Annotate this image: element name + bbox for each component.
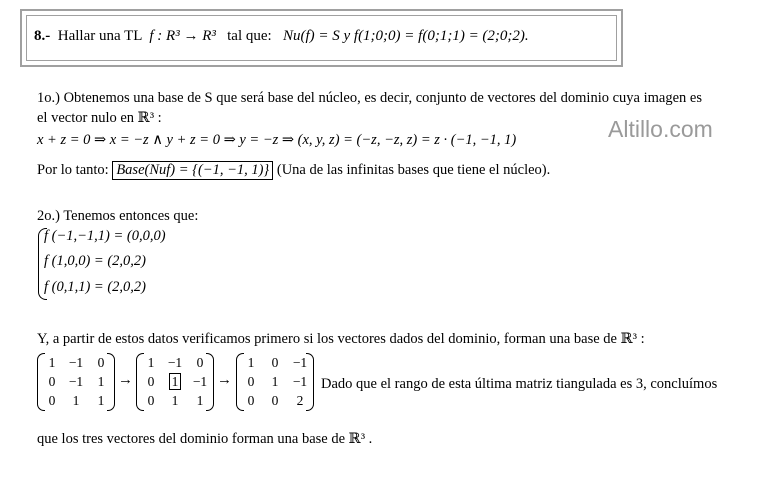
matrix-2-cell-3-3: 1 [196, 393, 204, 408]
matrix-3-cell-3-2: 0 [271, 393, 279, 408]
matrix-2-cell-1-3: 0 [196, 355, 204, 370]
problem-function: f : R³ → R³ [149, 28, 216, 44]
matrix-3-cell-2-3: −1 [292, 374, 308, 389]
step1-conclusion-suffix: (Una de las infinitas bases que tiene el núcleo). [276, 162, 551, 178]
problem-condition: Nu(f) = S y f(1;0;0) = f(0;1;1) = (2;0;2). [282, 28, 529, 44]
matrix-2 [136, 353, 214, 411]
matrix-2-cell-3-1: 0 [147, 393, 155, 408]
matrix-2-cell-2-3: −1 [192, 374, 208, 389]
step1-line1: 1o.) Obtenemos una base de S que será base del núcleo, es decir, conjunto de vectores del dominio cuya imagen es [37, 90, 702, 106]
step3-after-matrix: Dado que el rango de esta última matriz tiangulada es 3, concluímos [321, 376, 718, 392]
step3-intro: Y, a partir de estos datos verificamos primero si los vectores dados del dominio, forman una base de ℝ³ : [37, 331, 645, 347]
matrix-arrow-1: → [118, 372, 133, 388]
problem-text-prefix: Hallar una TL [57, 28, 142, 44]
matrix-2-cell-1-1: 1 [147, 355, 155, 370]
matrix-2-cell-3-2: 1 [171, 393, 179, 408]
problem-box [20, 9, 623, 67]
matrix-3-cell-1-3: −1 [292, 355, 308, 370]
matrix-1-cell-1-3: 0 [97, 355, 105, 370]
matrix-3-cell-3-3: 2 [296, 393, 304, 408]
watermark-logo: Altillo.com [608, 116, 713, 142]
system-line-1: f (−1,−1,1) = (0,0,0) [44, 228, 166, 244]
step3-conclusion: que los tres vectores del dominio forman una base de ℝ³ . [37, 431, 373, 447]
matrix-1 [37, 353, 115, 411]
matrix-2-cell-2-1: 0 [147, 374, 155, 389]
step2-intro: 2o.) Tenemos entonces que: [37, 208, 199, 224]
matrix-1-cell-1-2: −1 [68, 355, 84, 370]
step1-conclusion [37, 161, 550, 180]
matrix-1-cell-3-2: 1 [72, 393, 80, 408]
matrix-arrow-2: → [217, 372, 232, 388]
matrix-2-cell-1-2: −1 [167, 355, 183, 370]
step1-conclusion-prefix: Por lo tanto: [37, 162, 109, 178]
matrix-3-cell-3-1: 0 [247, 393, 255, 408]
matrix-1-cell-3-3: 1 [97, 393, 105, 408]
problem-statement [34, 28, 529, 45]
matrix-1-cell-2-2: −1 [68, 374, 84, 389]
equation-system [38, 226, 188, 302]
matrix-1-cell-2-1: 0 [48, 374, 56, 389]
matrix-3-cell-1-2: 0 [271, 355, 279, 370]
matrix-3-cell-2-1: 0 [247, 374, 255, 389]
problem-number: 8.- [34, 28, 51, 44]
step1-line2: el vector nulo en ℝ³ : [37, 110, 162, 126]
matrix-3-cell-2-2: 1 [271, 374, 279, 389]
system-line-2: f (1,0,0) = (2,0,2) [44, 253, 147, 269]
nucleus-base-box: Base(Nuf) = {(−1, −1, 1)} [112, 161, 273, 180]
matrix-2-cell-2-2: 1 [166, 373, 184, 391]
matrix-1-cell-2-3: 1 [97, 374, 105, 389]
problem-text-mid: tal que: [227, 28, 272, 44]
matrix-1-cell-1-1: 1 [48, 355, 56, 370]
step1-equation: x + z = 0 ⇒ x = −z ∧ y + z = 0 ⇒ y = −z ⇒ (x, y, z) = (−z, −z, z) = z · (−1, −1, 1) [37, 132, 517, 148]
system-line-3: f (0,1,1) = (2,0,2) [44, 279, 147, 295]
matrix-3 [236, 353, 314, 411]
matrix-3-cell-1-1: 1 [247, 355, 255, 370]
matrix-1-cell-3-1: 0 [48, 393, 56, 408]
